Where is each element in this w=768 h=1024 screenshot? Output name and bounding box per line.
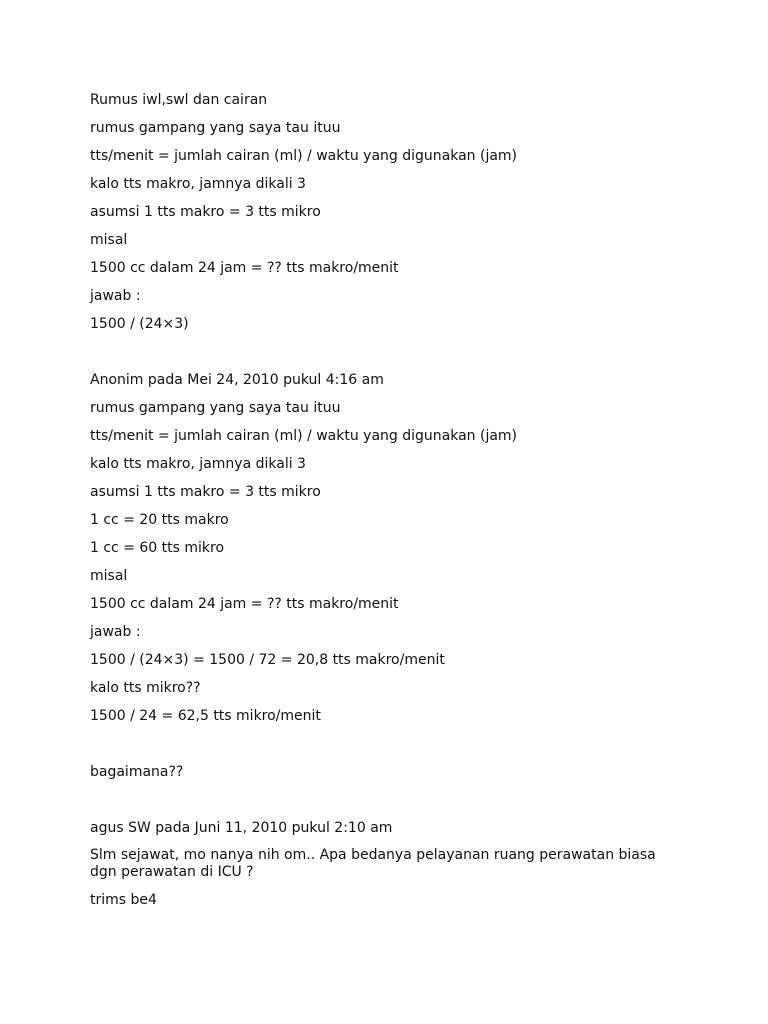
comment-line: 1500 / 24 = 62,5 tts mikro/menit (90, 708, 321, 724)
post-line: jawab : (90, 288, 141, 304)
comment-line: kalo tts makro, jamnya dikali 3 (90, 456, 306, 472)
post-line: 1500 / (24×3) (90, 316, 189, 332)
comment-line: 1 cc = 60 tts mikro (90, 540, 225, 556)
post-line: asumsi 1 tts makro = 3 tts mikro (90, 204, 321, 220)
post-line: 1500 cc dalam 24 jam = ?? tts makro/menit (90, 260, 399, 276)
comment-line: 1500 / (24×3) = 1500 / 72 = 20,8 tts makro/menit (90, 652, 445, 668)
comment-closing: bagaimana?? (90, 764, 184, 780)
comment-line: Slm sejawat, mo nanya nih om.. Apa bedanya pelayanan ruang perawatan biasa dgn perawatan di ICU ? (90, 847, 656, 880)
comment-line: trims be4 (90, 892, 157, 908)
post-line: rumus gampang yang saya tau ituu (90, 120, 341, 136)
post-line: kalo tts makro, jamnya dikali 3 (90, 176, 306, 192)
comment-line: 1 cc = 20 tts makro (90, 512, 229, 528)
comment-header: Anonim pada Mei 24, 2010 pukul 4:16 am (90, 372, 384, 388)
comment-line: jawab : (90, 624, 141, 640)
post-line: misal (90, 232, 128, 248)
section-spacer (90, 343, 670, 371)
comment-line: tts/menit = jumlah cairan (ml) / waktu yang digunakan (jam) (90, 428, 518, 444)
section-spacer (90, 735, 670, 763)
post-title: Rumus iwl,swl dan cairan (90, 92, 268, 108)
comment-line: asumsi 1 tts makro = 3 tts mikro (90, 484, 321, 500)
post-line: tts/menit = jumlah cairan (ml) / waktu yang digunakan (jam) (90, 148, 518, 164)
section-spacer (90, 791, 670, 819)
comment-line: rumus gampang yang saya tau ituu (90, 400, 341, 416)
comment-header: agus SW pada Juni 11, 2010 pukul 2:10 am (90, 820, 393, 836)
comment-line: misal (90, 568, 128, 584)
comment-line: 1500 cc dalam 24 jam = ?? tts makro/menit (90, 596, 399, 612)
document-page (90, 91, 670, 919)
comment-line: kalo tts mikro?? (90, 680, 201, 696)
